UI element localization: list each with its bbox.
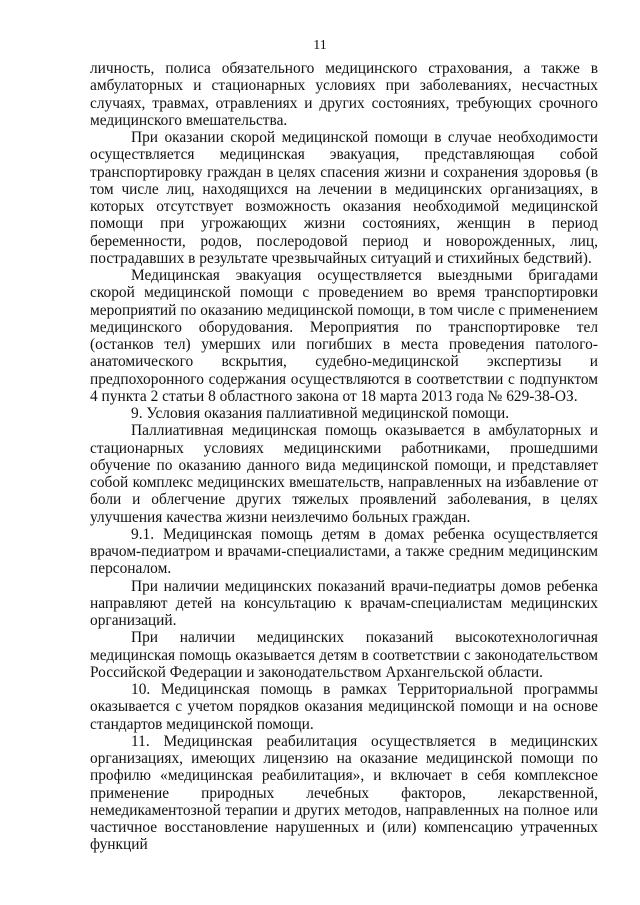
paragraph-children-homes: 9.1. Медицинская помощь детям в домах ребенка осуществляется врачом-педиатром и врачами-специалистами, а также средним медицинским персоналом. <box>90 525 598 578</box>
paragraph-pediatric-referral: При наличии медицинских показаний врачи-педиатры домов ребенка направляют детей на консультацию к врачам-специалистам медицинских организаций. <box>90 577 598 629</box>
paragraph-medical-evacuation: При оказании скорой медицинской помощи в случае необходимости осуществляется медицинская эвакуация, представляющая собой транспортировку граждан в целях спасения жизни и сохранения здоровья (в том числе лиц, находящихся на лечении в медицинских организациях, в которых отсутствует возможность оказания необходимой медицинской помощи при угрожающих жизни состояниях, женщин в период беременности, родов, послеродовой период и новорожденных, лиц, пострадавших в результате чрезвычайных ситуаций и стихийных бедствий). <box>90 129 598 267</box>
paragraph-evacuation-teams: Медицинская эвакуация осуществляется выездными бригадами скорой медицинской помощи с проведением во время транспортировки мероприятий по оказанию медицинской помощи, в том числе с применением медицинского оборудования. Мероприятия по транспортировке тел (останков тел) умерших или погибших в места проведения патолого-анатомического вскрытия, судебно-медицинской экспертизы и предпохоронного содержания осуществляются в соответствии с подпунктом 4 пункта 2 статьи 8 областного закона от 18 марта 2013 года № 629-38-ОЗ. <box>90 267 598 405</box>
paragraph-rehabilitation: 11. Медицинская реабилитация осуществляется в медицинских организациях, имеющих лицензию на оказание медицинской помощи по профилю «медицинская реабилитация», и включает в себя комплексное применение природных лечебных факторов, лекарственной, немедикаментозной терапии и других методов, направленных на полное или частичное восстановление нарушенных и (или) компенсацию утраченных функций <box>90 732 598 854</box>
document-body <box>90 60 598 854</box>
section-heading-palliative-care: 9. Условия оказания паллиативной медицинской помощи. <box>131 405 510 422</box>
page-number: 11 <box>313 38 327 53</box>
paragraph-standards: 10. Медицинская помощь в рамках Территориальной программы оказывается с учетом порядков оказания медицинской помощи и на основе стандартов медицинской помощи. <box>90 681 598 733</box>
paragraph-continuation: личность, полиса обязательного медицинского страхования, а также в амбулаторных и стационарных условиях при заболеваниях, несчастных случаях, травмах, отравлениях и других состояниях, требующих срочного медицинского вмешательства. <box>90 60 598 129</box>
paragraph-palliative-care: Паллиативная медицинская помощь оказывается в амбулаторных и стационарных условиях медицинскими работниками, прошедшими обучение по оказанию данного вида медицинской помощи, и представляет собой комплекс медицинских вмешательств, направленных на избавление от боли и облегчение других тяжелых проявлений заболевания, в целях улучшения качества жизни неизлечимо больных граждан. <box>90 422 598 526</box>
paragraph-high-tech-care: При наличии медицинских показаний высокотехнологичная медицинская помощь оказывается детям в соответствии с законодательством Российской Федерации и законодательством Архангельской области. <box>90 629 598 681</box>
